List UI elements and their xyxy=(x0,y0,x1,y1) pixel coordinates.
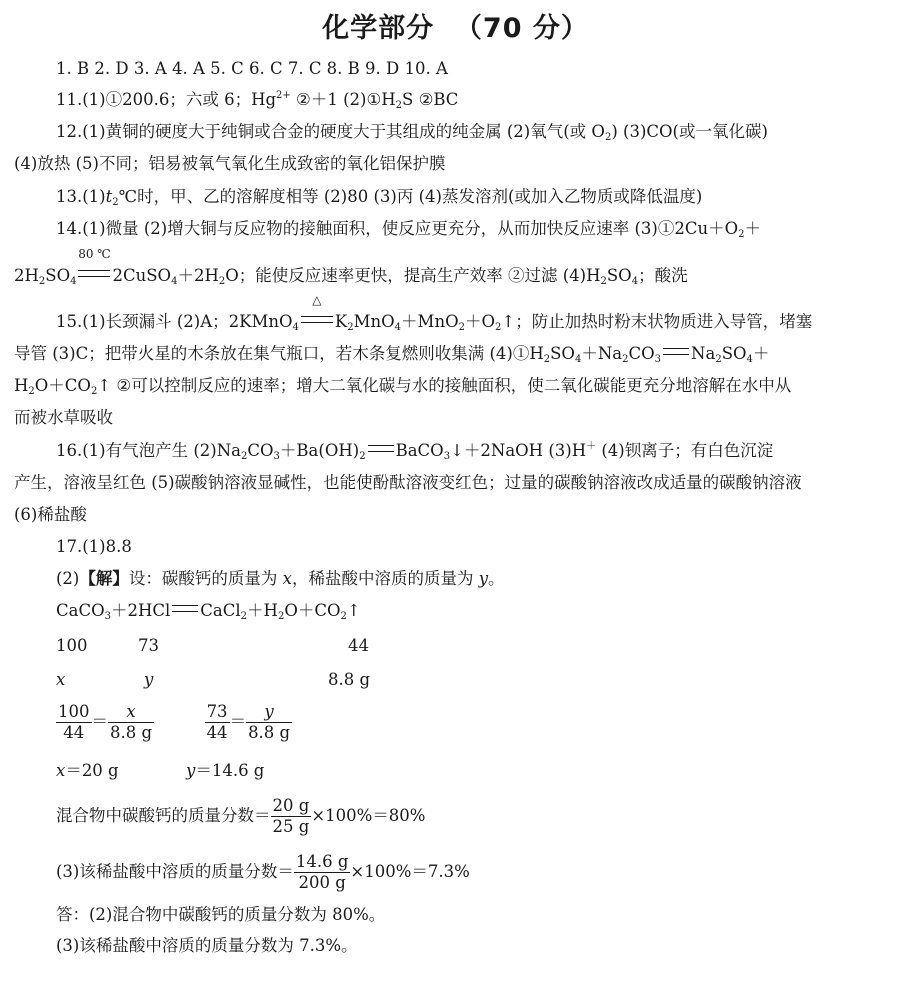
reaction-equation: CaCO$_3$＋2HCl $CaCl_2+H_2O+CO_2↑$ xyxy=(56,601,361,622)
mass-fraction-hcl: (3)该稀盐酸中溶质的质量分数＝ $\frac{14.6 g}{200 g}$ ×100%＝7.3% xyxy=(56,852,470,892)
answer-summary-1: 答：(2)混合物中碳酸钙的质量分数为 80%。 xyxy=(56,905,386,924)
answer-15-line4: 而被水草吸收 xyxy=(14,408,113,427)
molar-mass-caco3: 100 xyxy=(56,636,88,655)
answer-16-line2: 产生，溶液呈红色 (5)碳酸钠溶液显碱性，也能使酚酞溶液变红色；过量的碳酸钠溶液改成适量的碳酸钠溶液 xyxy=(14,473,802,492)
heat-condition-arrow: △ xyxy=(299,311,335,333)
molar-mass-hcl: 73 xyxy=(138,636,159,655)
answer-13: $13.(1)t_2℃$时，甲、乙的溶解度相等 (2)80 (3)丙 (4)蒸发溶剂(或加入乙物质或降低温度) xyxy=(56,187,703,208)
answer-16-line3: (6)稀盐酸 xyxy=(14,505,87,524)
answers-1-10: 1. B 2. D 3. A 4. A 5. C 6. C 7. C 8. B 9. D 10. A xyxy=(56,59,448,78)
answer-12-line1: 12.(1)黄铜的硬度大于纯铜或合金的硬度大于其组成的纯金属 (2)氧气(或 $O_2$) (3)CO(或一氧化碳) xyxy=(56,122,768,143)
answer-15-line3: $H_2O+CO_2↑$ ②可以控制反应的速率；增大二氧化碳与水的接触面积，使二氧化碳能更充分地溶解在水中从 xyxy=(14,376,792,397)
var-y: y xyxy=(144,670,154,689)
answer-14-line1: 14.(1)微量 (2)增大铜与反应物的接触面积，使反应更充分，从而加快反应速率 $(3)①2Cu+O_2+$ xyxy=(56,219,761,240)
answer-11: 11.(1)①200.6；六或 6；$Hg^{2+}$ ②＋1 $(2)①H_2S$ ②BC xyxy=(56,90,459,111)
reaction-condition-arrow: 80 ℃ xyxy=(76,265,112,287)
proportion-equations: $\frac{100}{44}$ ＝ $\frac{x}{8.8 g}$ $\frac{73}{44}$ ＝ $\frac{y}{8.8 g}$ xyxy=(58,702,291,742)
answer-17-setup: (2)【解】设：碳酸钙的质量为 x，稀盐酸中溶质的质量为 y。 xyxy=(56,569,505,588)
answer-16-line1: 16.(1)有气泡产生 $(2)Na_2CO_3+Ba(OH)_2$ BaCO$_3$↓＋2NaOH (3)H＋ (4)钡离子；有白色沉淀 xyxy=(56,441,774,462)
answer-12-line2: (4)放热 (5)不同；铝易被氧气氧化生成致密的氧化铝保护膜 xyxy=(14,154,446,173)
answer-14-line2: $2H_2SO_4$ 80 ℃ $2CuSO_4+2H_2O$；能使反应速率更快，提高生产效率 ②过滤 $(4)H_2SO_4$；酸洗 xyxy=(14,247,688,287)
answer-15-line2: 导管 (3)C；把带火星的木条放在集气瓶口，若木条复燃则收集满 $(4)①H_2SO_4+Na_2CO_3$ $Na_2SO_4+$ xyxy=(14,344,770,365)
molar-mass-co2: 44 xyxy=(348,636,369,655)
result-y: y＝14.6 g xyxy=(186,761,265,780)
mass-fraction-caco3: 混合物中碳酸钙的质量分数＝ $\frac{20 g}{25 g}$ ×100%＝80% xyxy=(56,796,426,836)
result-x: x＝20 g xyxy=(56,761,119,780)
mass-co2: 8.8 g xyxy=(328,670,371,689)
var-x: x xyxy=(56,670,66,689)
page-title: 化学部分 （70 分） xyxy=(322,13,589,44)
answer-17-part1: 17.(1)8.8 xyxy=(56,537,132,556)
answer-15-line1: 15.(1)长颈漏斗 (2)A；2KMnO$_4$ △ $K_2MnO_4+MnO_2+O_2↑$；防止加热时粉末状物质进入导管，堵塞 xyxy=(56,293,813,333)
answer-summary-2: (3)该稀盐酸中溶质的质量分数为 7.3%。 xyxy=(56,936,358,955)
